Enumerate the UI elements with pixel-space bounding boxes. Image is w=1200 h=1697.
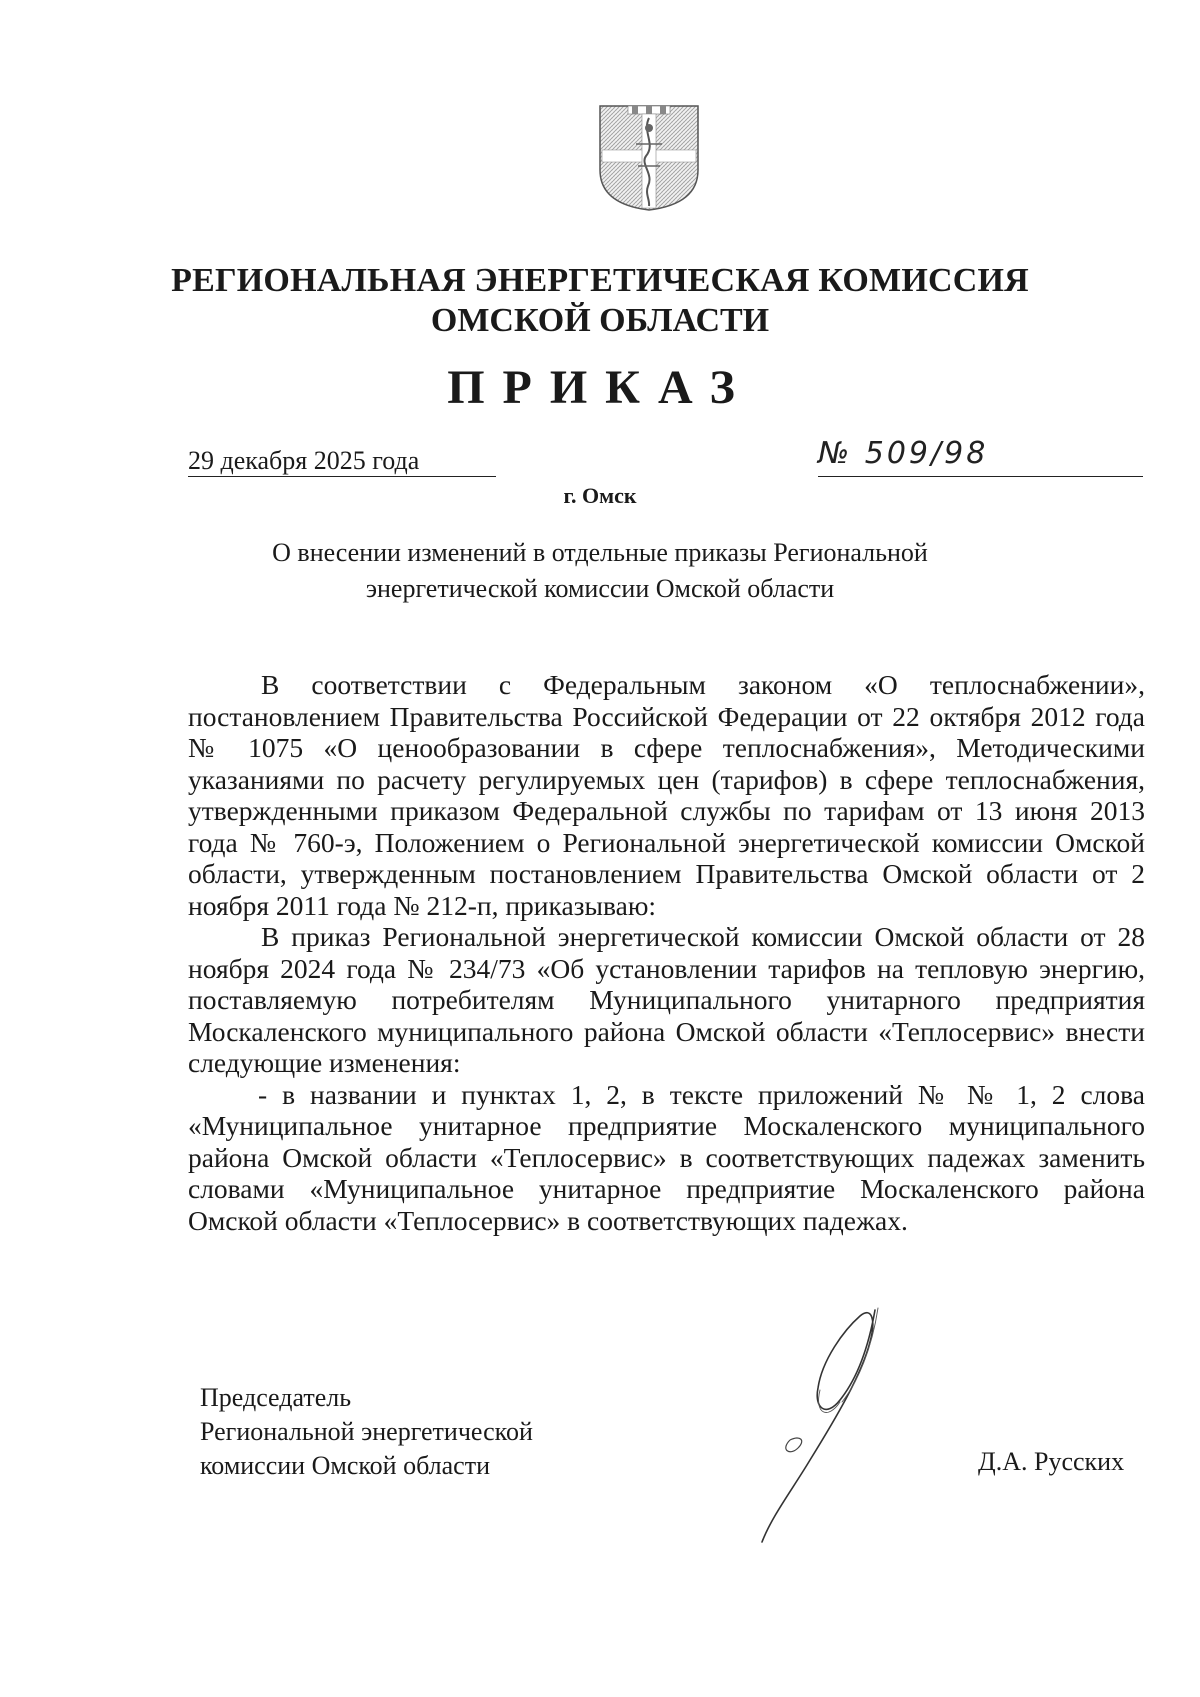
order-subject: [0, 535, 1200, 607]
body-paragraph-change: - в названии и пунктах 1, 2, в тексте приложений № № 1, 2 слова «Муниципальное унитарное предприятие Москаленского муниципального района Омской области «Теплосервис» в соответствующих падежах заменить словами «Муниципальное унитарное предприятие Москаленского района Омской области «Теплосервис» в соответствующих падежах.: [188, 1078, 1145, 1236]
coat-of-arms-icon: [598, 104, 700, 212]
signatory-title-line-2: Региональной энергетической: [200, 1417, 533, 1446]
subject-line-1: О внесении изменений в отдельные приказы Региональной: [272, 538, 928, 567]
signatory-name: Д.А. Русских: [978, 1447, 1125, 1476]
subject-line-2: энергетической комиссии Омской области: [365, 574, 835, 603]
body-paragraph-amendment: В приказ Региональной энергетической комиссии Омской области от 28 ноября 2024 года № 234/73 «Об установлении тарифов на тепловую энергию, поставляемую потребителям Муниципального унитарного предприятия Москаленского муниципального района Омской области «Теплосервис» внести следующие изменения:: [188, 921, 1145, 1078]
order-number-handwritten: № 509/98: [818, 436, 989, 471]
order-date: 29 декабря 2025 года: [188, 446, 420, 475]
order-body: [188, 669, 1145, 1236]
signatory-title-line-3: комиссии Омской области: [200, 1451, 490, 1480]
document-type-title: ПРИКАЗ: [447, 361, 753, 414]
body-paragraph-preamble: В соответствии с Федеральным законом «О теплоснабжении», постановлением Правительства Российской Федерации от 22 октября 2012 года № 1075 «О ценообразовании в сфере теплоснабжения», Методическими указаниями по расчету регулируемых цен (тарифов) в сфере теплоснабжения, утвержденными приказом Федеральной службы по тарифам от 13 июня 2013 года № 760-э, Положением о Региональной энергетической комиссии Омской области, утвержденным постановлением Правительства Омской области от 2 ноября 2011 года № 212-п, приказываю:: [188, 669, 1145, 921]
date-underline: [188, 476, 496, 477]
handwritten-signature: [740, 1290, 910, 1550]
signatory-title: [200, 1381, 533, 1483]
org-name-line2: ОМСКОЙ ОБЛАСТИ: [430, 302, 770, 339]
signatory-title-line-1: Председатель: [200, 1383, 352, 1412]
number-underline: [818, 476, 1143, 477]
city: г. Омск: [563, 483, 637, 508]
org-name-line1: РЕГИОНАЛЬНАЯ ЭНЕРГЕТИЧЕСКАЯ КОМИССИЯ: [171, 262, 1029, 299]
